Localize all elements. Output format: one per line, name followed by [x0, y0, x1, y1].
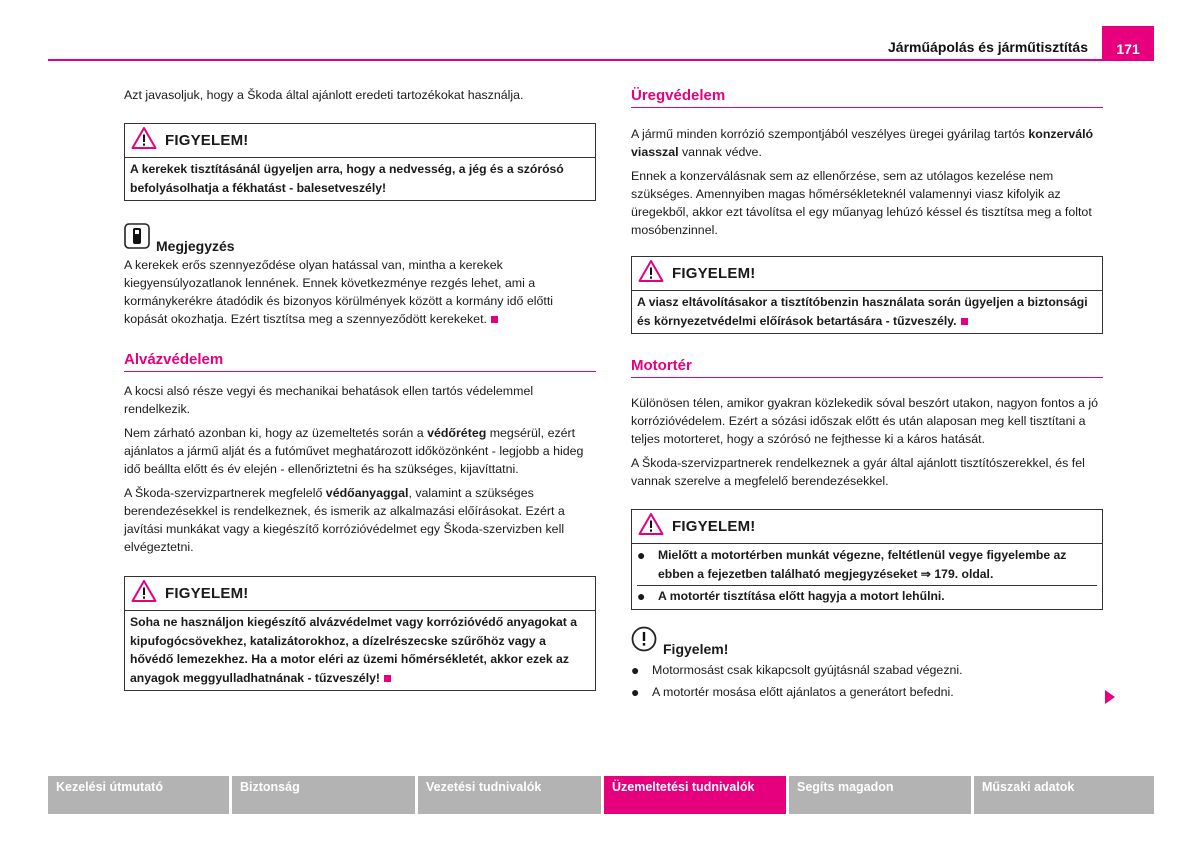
note-paragraph	[124, 256, 596, 328]
section-title-cavity: Üregvédelem	[631, 86, 1103, 108]
warning-label: FIGYELEM!	[165, 584, 249, 602]
engine-paragraph-1: Különösen télen, amikor gyakran közlekedik sóval beszórt utakon, nagyon fontos a jó korrózióvédelem. Ezért a sózási időszak előtt és után alaposan meg kell tisztítani a teljes motorteret, hogy a szórósó ne fejthesse ki a káros hatását.	[631, 396, 1098, 446]
warning-label: FIGYELEM!	[165, 131, 249, 149]
text-run: megsérül, ezért ajánlatos a jármű alját és a futóművet meghatározott időközönként - legjobb a hideg idő beállta előtt és év elején - ellenőriztetni és ha szükséges, kijavíttatni.	[124, 426, 584, 476]
bullet-dot: ●	[637, 588, 646, 604]
text-run: A jármű minden korrózió szempontjából veszélyes üregei gyárilag tartós	[631, 127, 1029, 141]
page-header-title: Járműápolás és járműtisztítás	[888, 39, 1088, 55]
bullet-dot: ●	[631, 683, 640, 700]
section-title-underbody: Alvázvédelem	[124, 350, 596, 372]
footer-tab-muszaki-adatok[interactable]: Műszaki adatok	[974, 776, 1154, 814]
footer-tab-biztonsag[interactable]: Biztonság	[232, 776, 415, 814]
text-run: A Škoda-szervizpartnerek megfelelő	[124, 486, 326, 500]
warning-bullet-text: Mielőtt a motortérben munkát végezne, feltétlenül vegye figyelembe az ebben a fejezetben található megjegyzéseket ⇒ 179. oldal.	[658, 548, 1067, 581]
exclamation-circle-icon	[631, 626, 657, 657]
bold-term: védőréteg	[427, 426, 487, 440]
warning-bullet	[637, 585, 1097, 606]
warning-text: Soha ne használjon kiegészítő alvázvédelmet vagy korrózióvédő anyagokat a kipufogócsövekhez, katalizátorokhoz, a dízelrészecske szűrőhöz vagy a hővédő lemezekhez. Ha a motor eléri az üzemi hőmérsékletét, akkor ezek az anyagok meggyulladhatnának - tűzveszély!	[130, 615, 578, 685]
warning-triangle-icon	[638, 512, 664, 541]
note-label: Megjegyzés	[156, 238, 235, 254]
caution-bullet-text: A motortér mosása előtt ajánlatos a generátort befedni.	[652, 684, 954, 699]
warning-content	[632, 291, 1102, 333]
section-title-engine: Motortér	[631, 356, 1103, 378]
warning-triangle-icon	[131, 579, 157, 608]
warning-label: FIGYELEM!	[672, 264, 756, 282]
underbody-paragraph-3	[124, 484, 596, 556]
caution-block	[631, 626, 1103, 701]
note-header	[124, 223, 596, 254]
left-column	[124, 86, 596, 691]
caution-label: Figyelem!	[663, 640, 729, 657]
right-column	[631, 86, 1103, 701]
warning-box-wax	[631, 256, 1103, 334]
warning-bullet-text: A motortér tisztítása előtt hagyja a motort lehűlni.	[658, 589, 945, 603]
intro-paragraph: Azt javasoljuk, hogy a Škoda által ajánlott eredeti tartozékokat használja.	[124, 88, 524, 102]
engine-paragraph-2: A Škoda-szervizpartnerek rendelkeznek a gyár által ajánlott tisztítószerekkel, és fel vannak szerelve a megfelelő berendezésekkel.	[631, 456, 1085, 488]
footer-tab-uzemeltetesi-tudnivalok[interactable]: Üzemeltetési tudnivalók	[604, 776, 786, 814]
warning-header	[125, 577, 595, 611]
warning-triangle-icon	[131, 126, 157, 155]
warning-box-engine	[631, 509, 1103, 610]
caution-header	[631, 626, 1103, 657]
cavity-paragraph-2: Ennek a konzerválásnak sem az ellenőrzése, sem az utólagos kezelése nem szükséges. Amennyiben magas hőmérsékleteknél valamennyi viasz kifolyik az üregekből, akkor ezt távolítsa el egy műanyag lehúzó késsel és tisztítsa meg a foltot mosóbenzinnel.	[631, 169, 1092, 237]
warning-header	[125, 124, 595, 158]
end-of-section-marker	[961, 318, 968, 325]
end-of-section-marker	[491, 316, 498, 323]
note-text: A kerekek erős szennyeződése olyan hatással van, mintha a kerekek kiegyensúlyozatlanok lennének. Ennek következménye rezgés lehet, ami a kormánykerékre átadódik és bizonyos körülmények között a kormány idő előtti kopását okozhatja. Ezért tisztítsa meg a szennyeződött kerekeket.	[124, 258, 554, 326]
end-of-section-marker	[384, 675, 391, 682]
page-number: 171	[1102, 26, 1154, 60]
warning-box-underbody	[124, 576, 596, 691]
warning-text: A viasz eltávolításakor a tisztítóbenzin használata során ügyeljen a biztonsági és környezetvédelmi előírások betartására - tűzveszély.	[637, 295, 1088, 328]
bullet-dot: ●	[637, 547, 646, 563]
text-run: vannak védve.	[678, 145, 762, 159]
text-run: , valamint a szükséges berendezésekkel is rendelkeznek, és ismerik az alkalmazási előírásokat. Ezért a javítási munkákat vagy a kiegészítő korrózióvédelmet egy Škoda-szervizben kell elvégeztetni.	[124, 486, 565, 554]
caution-bullet	[631, 683, 1103, 701]
next-page-arrow-icon[interactable]	[1105, 690, 1115, 704]
warning-header	[632, 510, 1102, 544]
warning-content	[125, 611, 595, 690]
caution-bullet-text: Motormosást csak kikapcsolt gyújtásnál szabad végezni.	[652, 662, 963, 677]
footer-tab-kezelesi-utmutato[interactable]: Kezelési útmutató	[48, 776, 229, 814]
underbody-paragraph-1: A kocsi alsó része vegyi és mechanikai behatások ellen tartós védelemmel rendelkezik.	[124, 384, 534, 416]
warning-header	[632, 257, 1102, 291]
bold-term: védőanyaggal	[325, 486, 409, 500]
note-block	[124, 223, 596, 328]
footer-tab-segits-magadon[interactable]: Segíts magadon	[789, 776, 971, 814]
bold-term: konzerváló viasszal	[631, 127, 1094, 159]
warning-text: A kerekek tisztításánál ügyeljen arra, hogy a nedvesség, a jég és a szórósó befolyásolhatja a fékhatást - balesetveszély!	[130, 162, 564, 195]
footer-tab-vezetesi-tudnivalok[interactable]: Vezetési tudnivalók	[418, 776, 601, 814]
text-run: Nem zárható azonban ki, hogy az üzemeltetés során a	[124, 426, 428, 440]
cavity-paragraph-1	[631, 125, 1103, 161]
warning-bullet	[637, 546, 1097, 583]
footer-nav	[48, 776, 1154, 814]
note-icon	[124, 223, 150, 254]
warning-content	[632, 544, 1102, 609]
underbody-paragraph-2	[124, 424, 596, 478]
warning-label: FIGYELEM!	[672, 517, 756, 535]
warning-triangle-icon	[638, 259, 664, 288]
header-rule	[48, 59, 1154, 61]
bullet-dot: ●	[631, 661, 640, 678]
caution-bullet	[631, 661, 1103, 679]
warning-box-wheels	[124, 123, 596, 201]
